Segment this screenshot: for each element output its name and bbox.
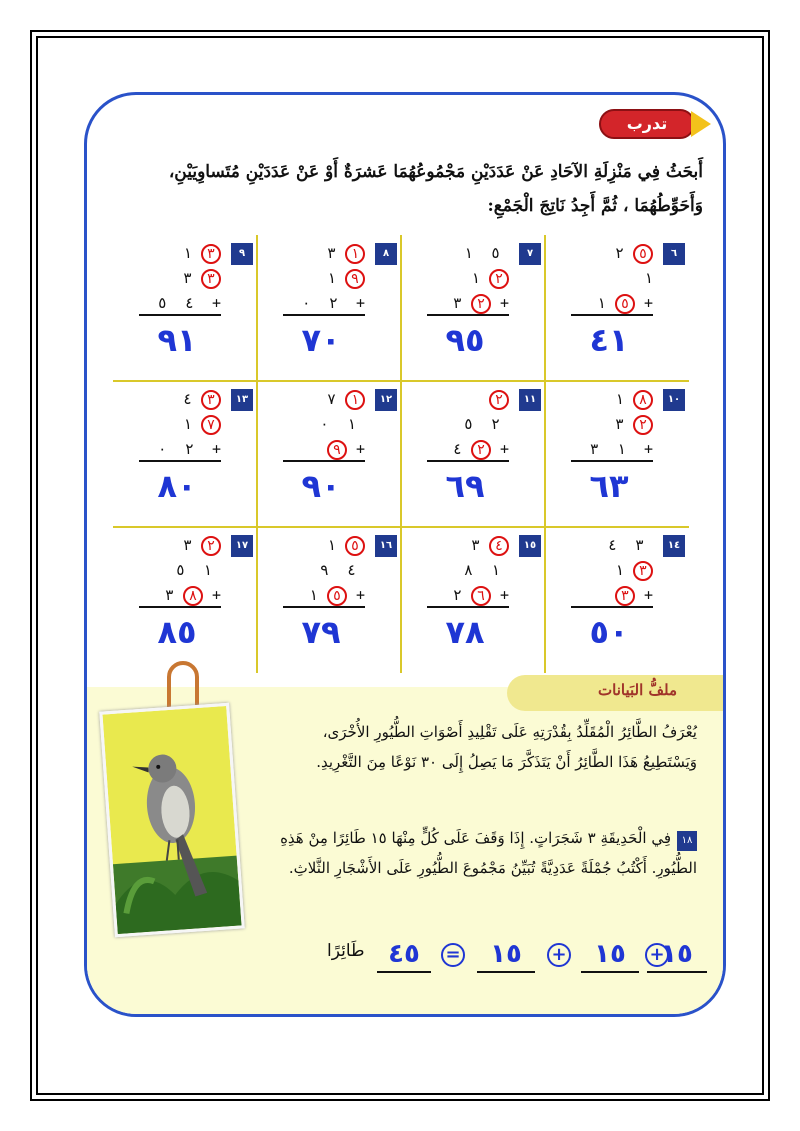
addition-problem: [571, 241, 653, 316]
result-answer: ٤٥: [377, 935, 431, 973]
plus-sign: +: [643, 586, 653, 604]
digit: ٢: [184, 440, 194, 458]
problem-number: ٧: [519, 243, 541, 265]
circled-digit: ٢: [489, 390, 509, 410]
addition-problem: [427, 241, 509, 316]
mockingbird-photo: [99, 703, 244, 938]
digit: ١: [182, 244, 192, 262]
digit: ١: [643, 269, 653, 287]
plus-sign: +: [211, 294, 221, 312]
digit: ٤: [607, 536, 617, 554]
problem-number: ٩: [231, 243, 253, 265]
digit: ٢: [328, 294, 338, 312]
data-file-paragraph: [247, 717, 697, 777]
plus-sign: +: [645, 943, 669, 967]
problem-6: [545, 235, 689, 381]
digit: ٣: [589, 440, 599, 458]
answer: ٧٨: [445, 613, 485, 651]
problem-number: ١٥: [519, 535, 541, 557]
digit: ١: [346, 415, 356, 433]
digit: ١: [308, 586, 318, 604]
circled-digit: ٣: [633, 561, 653, 581]
problem-number: ٦: [663, 243, 685, 265]
answer: ٩٥: [445, 321, 485, 359]
problem-10: [545, 381, 689, 527]
practice-badge-label: تدرب: [599, 109, 695, 139]
addition-problem: [571, 387, 653, 462]
digit: ١: [463, 244, 473, 262]
number-sentence: [327, 935, 697, 979]
digit: ١: [326, 536, 336, 554]
question-line-1: فِي الْحَدِيقَةِ ٣ شَجَرَاتٍ. إِذَا وَقَفَ عَلَى كُلٍّ مِنْهَا ١٥ طَائِرًا مِنْ هَذِهِ: [280, 829, 671, 847]
problem-number: ١١: [519, 389, 541, 411]
digit: ١: [326, 269, 336, 287]
addition-problem: [427, 387, 509, 462]
digit: ١: [614, 390, 624, 408]
problem-14: [545, 527, 689, 673]
digit: ٢: [490, 415, 500, 433]
plus-sign: +: [211, 586, 221, 604]
answer: ٨٠: [157, 467, 197, 505]
digit: ١: [182, 415, 192, 433]
problem-13: [113, 381, 257, 527]
paragraph-line-2: وَيَسْتَطِيعُ هَذَا الطَّائِرُ أَنْ يَتَذَكَّرَ مَا يَصِلُ إِلَى ٣٠ نَوْعًا مِنَ التَّغْرِيدِ.: [316, 753, 697, 771]
problem-7: [401, 235, 545, 381]
plus-sign: +: [499, 586, 509, 604]
instruction-line-2: وَأَحَوِّطُهُمَا ، ثُمَّ أَجِدُ نَاتِجَ الْجَمْعِ:: [487, 196, 703, 216]
plus-sign: +: [547, 943, 571, 967]
circled-digit: ٣: [201, 269, 221, 289]
digit: ٣: [182, 536, 192, 554]
circled-digit: ٢: [489, 269, 509, 289]
circled-digit: ٦: [471, 586, 491, 606]
digit: ٥: [175, 561, 185, 579]
addend-c: ١٥: [477, 935, 535, 973]
answer: ٩٠: [301, 467, 341, 505]
addition-problem: [139, 387, 221, 462]
circled-digit: ١: [345, 390, 365, 410]
digit: ٠: [319, 415, 329, 433]
digit: ١: [490, 561, 500, 579]
question-line-2: الطُّيُورِ. أَكْتُبُ جُمْلَةً عَدَدِيَّةً تُبَيِّنُ مَجْمُوعَ الطُّيُورِ عَلَى الأَشْجَارِ الثَّلاثِ.: [288, 859, 697, 877]
digit: ٣: [182, 269, 192, 287]
digit: ٨: [463, 561, 473, 579]
circled-digit: ٥: [633, 244, 653, 264]
problem-number: ١٦: [375, 535, 397, 557]
problem-number: ٨: [375, 243, 397, 265]
plus-sign: +: [499, 440, 509, 458]
circled-digit: ٣: [201, 244, 221, 264]
digit: ٧: [326, 390, 336, 408]
answer: ٤١: [589, 321, 629, 359]
digit: ٣: [326, 244, 336, 262]
answer: ٨٥: [157, 613, 197, 651]
digit: ٤: [346, 561, 356, 579]
problem-number: ١٤: [663, 535, 685, 557]
answer: ٧٠: [301, 321, 341, 359]
circled-digit: ٨: [183, 586, 203, 606]
circled-digit: ٨: [633, 390, 653, 410]
unit-label: طَائِرًا: [327, 941, 365, 961]
addend-b: ١٥: [581, 935, 639, 973]
circled-digit: ٢: [633, 415, 653, 435]
answer: ٥٠: [589, 613, 629, 651]
problem-15: [401, 527, 545, 673]
digit: ٠: [301, 294, 311, 312]
digit: ٣: [634, 536, 644, 554]
problem-11: [401, 381, 545, 527]
addition-problem: [139, 533, 221, 608]
instructions: [113, 155, 703, 223]
circled-digit: ٢: [471, 440, 491, 460]
addition-problem: [427, 533, 509, 608]
bird-illustration: [102, 706, 241, 934]
circled-digit: ٩: [345, 269, 365, 289]
digit: ٣: [614, 415, 624, 433]
problem-9: [113, 235, 257, 381]
problem-17: [113, 527, 257, 673]
plus-sign: +: [355, 440, 365, 458]
circled-digit: ٥: [615, 294, 635, 314]
answer: ٩١: [157, 321, 197, 359]
circled-digit: ٩: [327, 440, 347, 460]
equals-sign: =: [441, 943, 465, 967]
data-file-title: ملفُّ البَيانات: [598, 681, 677, 699]
answer: ٦٣: [589, 467, 629, 505]
question-number: ١٨: [677, 831, 697, 851]
addition-problem: [283, 533, 365, 608]
circled-digit: ٥: [327, 586, 347, 606]
digit: ٢: [614, 244, 624, 262]
digit: ١: [614, 561, 624, 579]
problem-number: ١٢: [375, 389, 397, 411]
circled-digit: ٣: [201, 390, 221, 410]
addition-problem: [283, 387, 365, 462]
addend-a: ١٥: [647, 935, 707, 973]
addition-problem: [283, 241, 365, 316]
worksheet-card: [84, 92, 726, 1017]
practice-badge: [599, 109, 711, 139]
digit: ٤: [184, 294, 194, 312]
digit: ٩: [319, 561, 329, 579]
problem-12: [257, 381, 401, 527]
problem-number: ١٧: [231, 535, 253, 557]
digit: ٣: [452, 294, 462, 312]
plus-sign: +: [499, 294, 509, 312]
answer: ٦٩: [445, 467, 485, 505]
problem-8: [257, 235, 401, 381]
plus-sign: +: [355, 294, 365, 312]
digit: ٠: [157, 440, 167, 458]
problem-number: ١٠: [663, 389, 685, 411]
problem-number: ١٣: [231, 389, 253, 411]
digit: ٣: [164, 586, 174, 604]
digit: ٣: [470, 536, 480, 554]
digit: ٥: [157, 294, 167, 312]
digit: ١: [596, 294, 606, 312]
digit: ٢: [452, 586, 462, 604]
circled-digit: ٧: [201, 415, 221, 435]
plus-sign: +: [211, 440, 221, 458]
paragraph-line-1: يُعْرَفُ الطَّائِرُ الْمُقَلِّدُ بِقُدْرَتِهِ عَلَى تَقْلِيدِ أَصْوَاتِ الطُّيُورِ الأُخْرَى،: [322, 723, 697, 741]
digit: ١: [616, 440, 626, 458]
instruction-line-1: أَبحَثُ فِي مَنْزِلَةِ الآحَادِ عَنْ عَدَدَيْنِ مَجْمُوعُهُمَا عَشرَةٌ أَوْ عَنْ عَدَدَيْنِ مُتَساوِيَيْنِ،: [168, 162, 703, 182]
digit: ٥: [490, 244, 500, 262]
digit: ٥: [463, 415, 473, 433]
addition-problem: [139, 241, 221, 316]
plus-sign: +: [643, 294, 653, 312]
plus-sign: +: [643, 440, 653, 458]
digit: ١: [202, 561, 212, 579]
question-18: [247, 823, 697, 883]
circled-digit: ٤: [489, 536, 509, 556]
plus-sign: +: [355, 586, 365, 604]
circled-digit: ١: [345, 244, 365, 264]
digit: ٤: [452, 440, 462, 458]
circled-digit: ٣: [615, 586, 635, 606]
circled-digit: ٢: [471, 294, 491, 314]
problems-grid: [113, 235, 689, 673]
badge-arrow-icon: [691, 111, 711, 137]
problem-16: [257, 527, 401, 673]
circled-digit: ٢: [201, 536, 221, 556]
digit: ١: [470, 269, 480, 287]
digit: ٤: [182, 390, 192, 408]
circled-digit: ٥: [345, 536, 365, 556]
answer: ٧٩: [301, 613, 341, 651]
addition-problem: [571, 533, 653, 608]
